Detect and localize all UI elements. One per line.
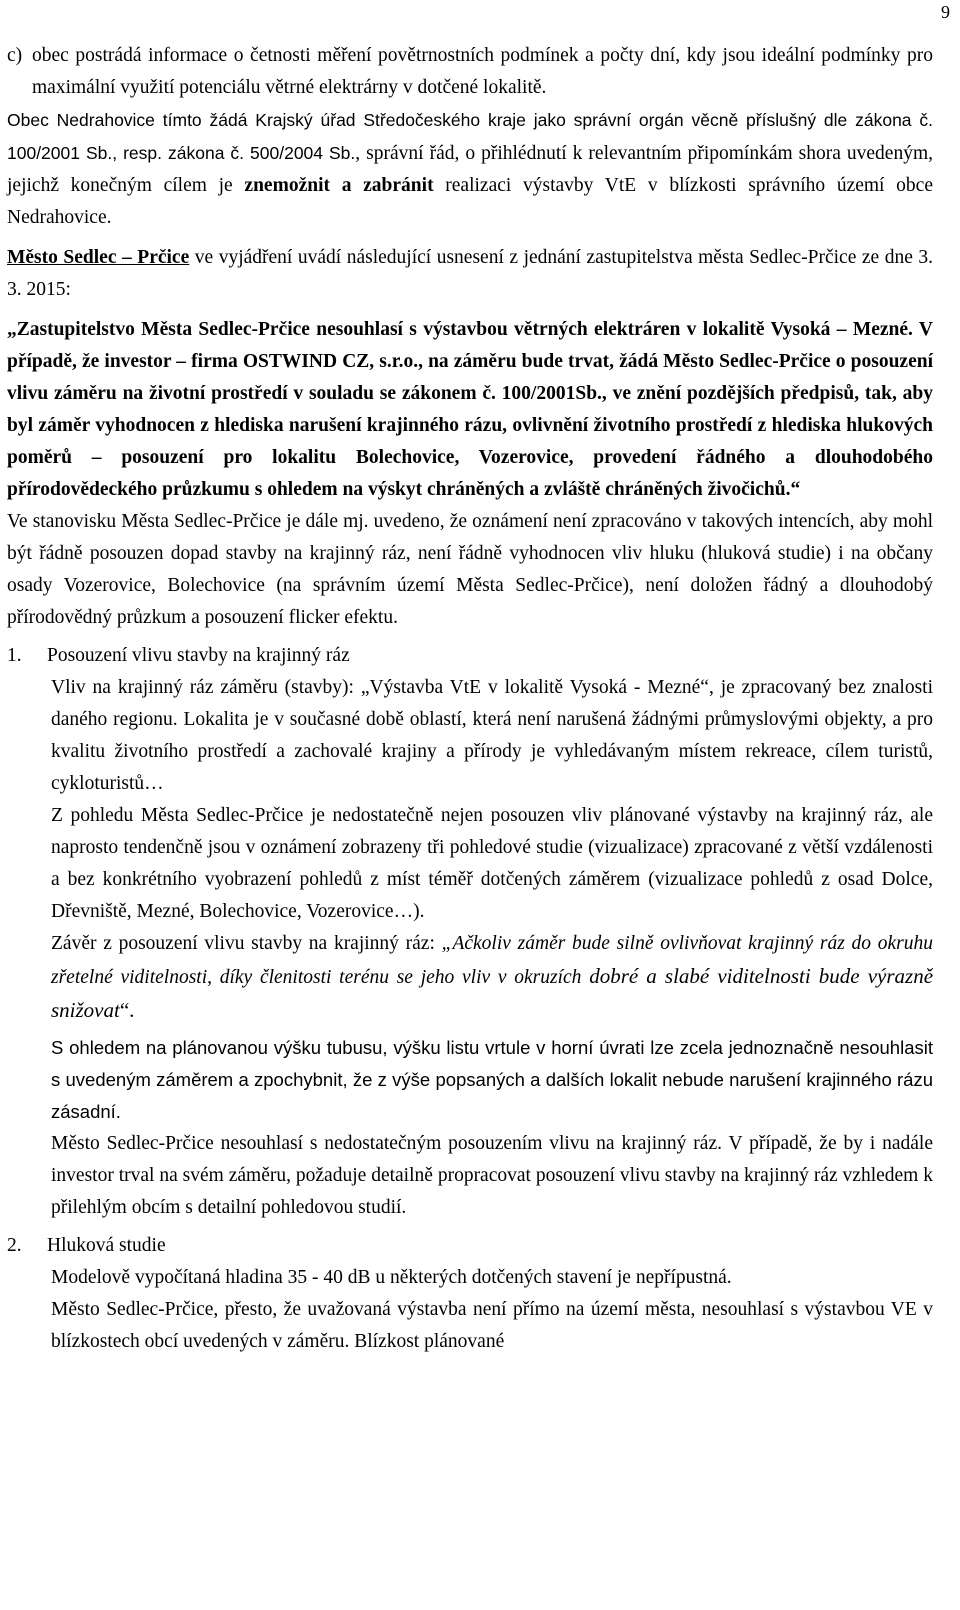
conclusion-quote-end: “. — [119, 998, 135, 1022]
quoted-resolution: „Zastupitelstvo Města Sedlec-Prčice nesouhlasí s výstavbou větrných elektráren v lokalitě Vysoká – Mezné. V případě, že investor – firma OSTWIND CZ, s.r.o., na záměru bude trvat, žádá Město Sedlec-Prčice o posouzení vlivu záměru na životní prostředí v souladu se zákonem č. 100/2001Sb., ve znění pozdějších předpisů, tak, aby byl záměr vyhodnocen z hlediska narušení krajinného rázu, ovlivnění životního prostředí z hlediska hlukových poměrů – posouzení pro lokalitu Bolechovice, Vozerovice, provedení řádného a dlouhodobého přírodovědeckého průzkumu s ohledem na výskyt chráněných a zvláště chráněných živočichů.“ — [7, 319, 933, 500]
paragraph-stanovisko: Ve stanovisku Města Sedlec-Prčice je dále mj. uvedeno, že oznámení není zpracováno v takových intencích, aby mohl být řádně posouzen dopad stavby na krajinný ráz, není řádně vyhodnocen vliv hluku (hluková studie) i na občany osady Vozerovice, Bolechovice (na správním území Města Sedlec-Prčice), není doložen řádný a dlouhodobý přírodovědný průzkum a posouzení flicker efektu. — [7, 511, 933, 628]
list-item-label: c) — [7, 45, 23, 66]
paragraph-text: realizaci výstavby VtE v blízkosti správního území obce Nedrahovice. — [7, 175, 933, 228]
conclusion-quote: „Ačkoliv záměr bude silně ovlivňovat krajinný ráz do okruhu zřetelné viditelnosti, díky členitosti terénu se jeho vliv v okruzích — [51, 933, 933, 988]
paragraph-text: , správní řád, o přihlédnutí k relevantním připomínkám shora uvedeným, jejichž konečným cílem je — [7, 143, 933, 196]
page-number: 9 — [941, 2, 950, 22]
section-paragraph: Vliv na krajinný ráz záměru (stavby): „Výstavba VtE v lokalitě Vysoká - Mezné“, je zpracovaný bez znalosti daného regionu. Lokalita je v současné době oblastí, která není narušená žádnými průmyslovými objekty, a pro kvalitu životního prostředí a zachovalé krajiny a přírody je vyhledávaným místem rekreace, cílem turistů, cykloturistů… — [51, 677, 933, 794]
paragraph-text: Obec Nedrahovice tímto žádá Krajský úřad Středočeského kraje jako správní orgán věcně příslušný dle zákona č. 100/2001 Sb., resp. zákona č. 500/2004 Sb. — [7, 110, 933, 163]
section-number: 1. — [7, 645, 22, 666]
paragraph-obec-request — [7, 104, 933, 234]
document-body — [7, 40, 933, 1358]
conclusion-quote-large: dobré a slabé viditelnosti bude výrazně snižovat — [51, 964, 934, 1022]
section-title: Posouzení vlivu stavby na krajinný ráz — [47, 645, 350, 666]
underlined-heading: Město Sedlec – Prčice — [7, 247, 190, 268]
section-title: Hluková studie — [47, 1235, 166, 1256]
section-paragraph: Město Sedlec-Prčice nesouhlasí s nedostatečným posouzením vlivu na krajinný ráz. V případě, že by i nadále investor trval na svém záměru, požaduje detailně propracovat posouzení vlivu stavby na krajinný ráz vzhledem k přilehlým obcím s detailní pohledovou studií. — [51, 1133, 933, 1218]
list-item-text: obec postrádá informace o četnosti měření povětrnostních podmínek a počty dní, kdy jsou ideální podmínky pro maximální využití potenciálu větrné elektrárny v dotčené lokalitě. — [32, 45, 933, 98]
paragraph-mesto-statement — [7, 242, 933, 306]
section-body-2 — [51, 1262, 933, 1358]
conclusion-lead: Závěr z posouzení vlivu stavby na krajinný ráz: — [51, 933, 442, 954]
list-item-c — [7, 40, 933, 104]
section-paragraph: Z pohledu Města Sedlec-Prčice je nedostatečně nejen posouzen vliv plánované výstavby na krajinný ráz, ale naprosto tendenčně jsou v oznámení zobrazeny tři pohledové studie (vizualizace) zpracované z větší vzdálenosti a bez konkrétního vyobrazení pohledů z míst téměř dotčených záměrem (vizualizace pohledů z osad Dolce, Dřevniště, Mezné, Bolechovice, Vozerovice…). — [51, 805, 933, 922]
section-paragraph: Modelově vypočítaná hladina 35 - 40 dB u některých dotčených stavení je nepřípustná. — [51, 1267, 732, 1288]
section-paragraph: Město Sedlec-Prčice, přesto, že uvažovaná výstavba není přímo na území města, nesouhlasí s výstavbou VE v blízkostech obcí uvedených v záměru. Blízkost plánované — [51, 1299, 933, 1352]
section-heading-1 — [7, 640, 933, 672]
section-number: 2. — [7, 1235, 22, 1256]
section-paragraph-conclusion — [51, 928, 933, 1028]
section-paragraph: S ohledem na plánovanou výšku tubusu, výšku listu vrtule v horní úvrati lze zcela jednoznačně nesouhlasit s uvedeným záměrem a zpochybnit, že z výše popsaných a dalších lokalit nebude narušení krajinného rázu zásadní. — [51, 1037, 933, 1122]
emphasis-text: znemožnit a zabránit — [244, 175, 434, 196]
section-body-1 — [51, 672, 933, 1224]
paragraph-text: ve vyjádření uvádí následující usnesení z jednání zastupitelstva města Sedlec-Prčice ze dne 3. 3. 2015: — [7, 247, 934, 300]
section-heading-2 — [7, 1230, 933, 1262]
